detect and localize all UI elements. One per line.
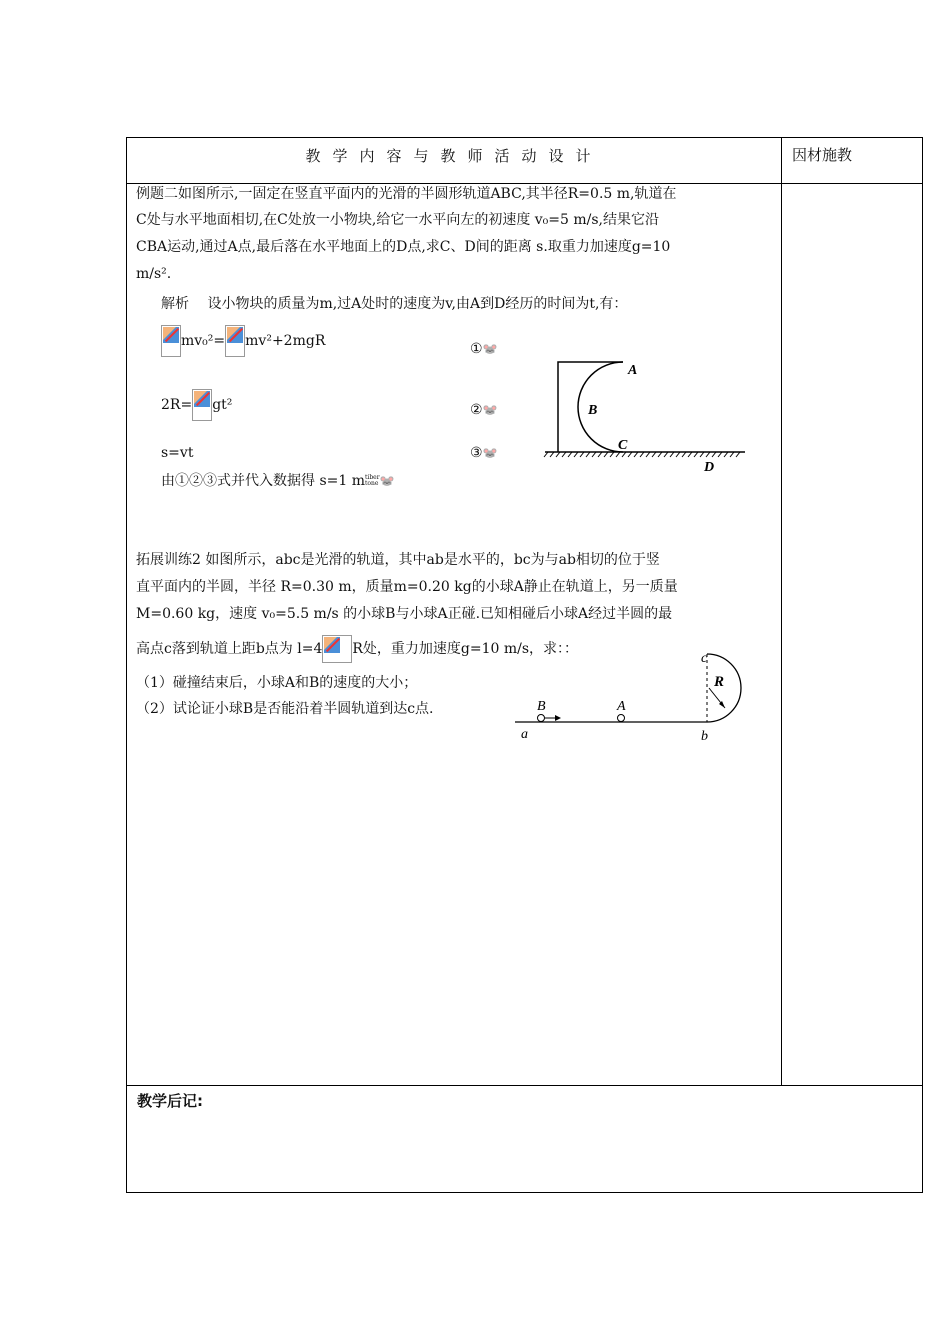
- tiny-text-bottom: tone: [365, 480, 379, 487]
- exercise-line-1: 拓展训练2 如图所示，abc是光滑的轨道，其中ab是水平的，bc为与ab相切的位于竖: [136, 552, 660, 568]
- conclusion-line: [161, 471, 395, 491]
- label-D: D: [704, 460, 715, 475]
- semicircle-track: [578, 362, 623, 452]
- eq1-right: mv²+2mgR: [245, 333, 326, 349]
- example-line-2: C处与水平地面相切,在C处放一小物块,给它一水平向左的初速度 v₀=5 m/s,结果它沿: [136, 212, 660, 228]
- eq3-marker: [470, 443, 498, 463]
- exercise-line-4-start: 高点c落到轨道上距b点为 l=4: [136, 641, 323, 657]
- label-R: R: [714, 674, 725, 690]
- exercise-line-4-end: R处，重力加速度g=10 m/s，求：：: [352, 641, 579, 657]
- equation-3: s=vt: [161, 445, 194, 461]
- ball-A: [618, 715, 625, 722]
- teaching-notes-label: 教学后记:: [137, 1092, 203, 1110]
- analysis-line: 解析 设小物块的质量为m,过A处时的速度为v,由A到D经历的时间为t,有：: [161, 296, 628, 312]
- fraction-image-icon: [225, 325, 245, 357]
- eq1-left: mv₀²=: [181, 333, 226, 349]
- exercise-line-2: 直平面内的半圆，半径 R=0.30 m，质量m=0.20 kg的小球A静止在轨道上，另一质量: [136, 579, 678, 595]
- mouse-icon: 🐭: [379, 474, 395, 488]
- example-line-3: CBA运动,通过A点,最后落在水平地面上的D点,求C、D间的距离 s.取重力加速度g=10: [136, 239, 671, 255]
- eq2-right: gt²: [212, 397, 233, 413]
- exercise-line-3: M=0.60 kg，速度 v₀=5.5 m/s 的小球B与小球A正碰.已知相碰后小球A经过半圆的最: [136, 606, 673, 622]
- tiny-text-top: tiber: [365, 474, 380, 481]
- label-c: c: [701, 651, 708, 666]
- content-header: 教学内容与教师活动设计: [305, 147, 603, 165]
- eq2-left: 2R=: [161, 397, 193, 413]
- mouse-icon: 🐭: [482, 446, 498, 460]
- label-ball-A: A: [617, 699, 626, 714]
- fraction-image-icon: [192, 389, 212, 421]
- conclusion-text: 由①②③式并代入数据得 s=1 m: [161, 473, 365, 489]
- ball-B: [538, 715, 545, 722]
- footer-divider: [127, 1085, 922, 1086]
- lesson-table: [126, 137, 923, 1193]
- equation-1: [161, 324, 325, 358]
- example-line-4: m/s².: [136, 266, 172, 282]
- label-B: B: [588, 403, 598, 418]
- example-line-1: 例题二如图所示,一固定在竖直平面内的光滑的半圆形轨道ABC,其半径R=0.5 m,轨道在: [136, 186, 677, 202]
- circled-one: ①: [470, 341, 483, 357]
- label-b: b: [701, 729, 708, 744]
- circled-three: ③: [470, 445, 483, 461]
- mouse-icon: 🐭: [482, 403, 498, 417]
- label-A: A: [628, 363, 638, 378]
- semicircle-track-figure: [540, 356, 750, 476]
- circled-two: ②: [470, 402, 483, 418]
- eq2-marker: [470, 400, 498, 420]
- fraction-image-icon: [161, 325, 181, 357]
- velocity-arrowhead: [555, 715, 561, 721]
- question-2: （2）试论证小球B是否能沿着半圆轨道到达c点.: [136, 701, 434, 717]
- track-abc-figure: [511, 648, 751, 748]
- column-divider: [781, 138, 782, 1085]
- tiny-text: [365, 475, 380, 487]
- equation-2: [161, 388, 232, 422]
- label-a: a: [521, 727, 528, 742]
- label-C: C: [618, 438, 628, 453]
- eq1-marker: [470, 339, 498, 359]
- mouse-icon: 🐭: [482, 342, 498, 356]
- side-header: 因材施教: [792, 146, 853, 164]
- fraction-image-icon: [322, 635, 352, 663]
- question-1: （1）碰撞结束后，小球A和B的速度的大小；: [136, 675, 418, 691]
- label-ball-B: B: [537, 699, 546, 714]
